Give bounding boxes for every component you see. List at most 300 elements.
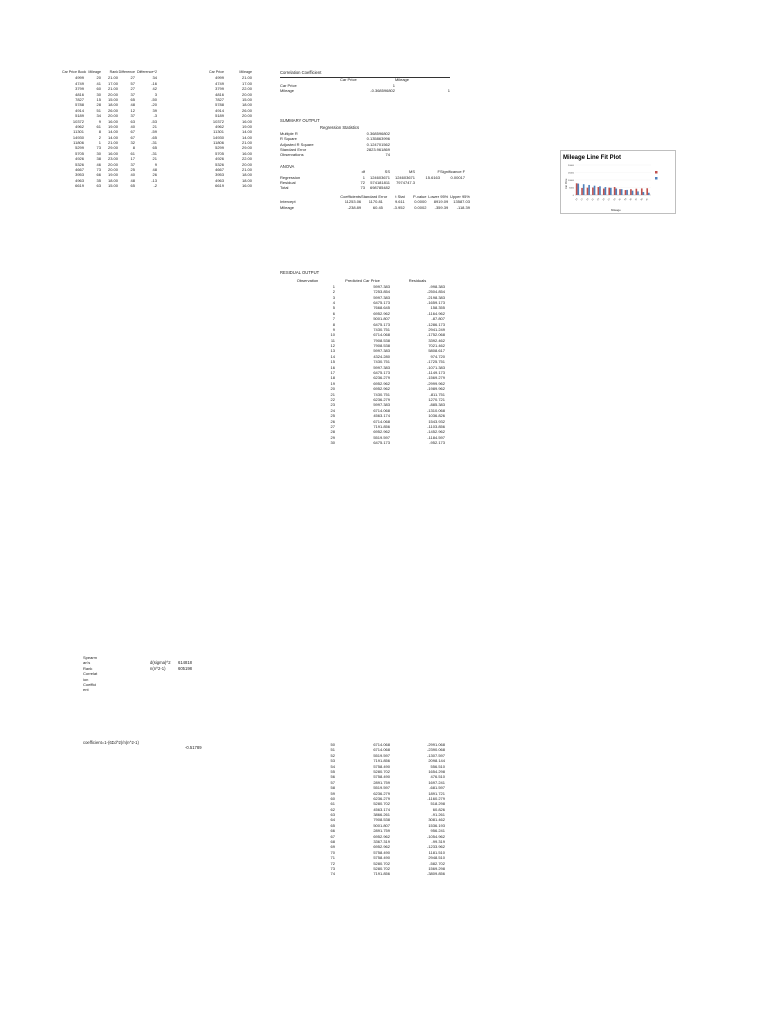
chart-y-tick-label: 20000 (567, 164, 574, 167)
residual-cell: 4 (332, 299, 335, 305)
rank-cell: 51 (96, 107, 101, 113)
residual-cell: 7191.856 (373, 423, 390, 429)
rank-cell: 40 (130, 123, 135, 129)
chart-bar (587, 188, 589, 195)
residual-cell: 7253.854 (373, 289, 390, 295)
correlation-label: Mileage (280, 88, 295, 94)
residual-cell: 6952.962 (373, 429, 390, 435)
residual-output (280, 270, 460, 446)
residual-cell: -91.261 (431, 812, 445, 818)
chart-bar (646, 188, 648, 195)
anova-cell: Total (280, 185, 289, 191)
regression-stat-label: Standard Error (280, 146, 307, 152)
chart-bars (576, 183, 650, 195)
price-mileage-cell: 15.00 (241, 96, 252, 102)
chart-x-tick-label: 37 (634, 198, 639, 202)
anova-table (280, 169, 470, 191)
price-mileage-cell: 4749 (215, 80, 224, 86)
chart-bar (626, 190, 628, 195)
rank-cell: 37 (130, 161, 135, 167)
residual-cell: 3392.462 (428, 337, 445, 343)
residual-cell: -2504.854 (426, 289, 445, 295)
residual-cell: 6952.962 (373, 386, 390, 392)
correlation-label: Car Price (280, 82, 297, 88)
correlation-row (280, 88, 450, 93)
residual-cell: -1659.173 (426, 299, 445, 305)
chart-bar (621, 189, 623, 195)
residual-cell: 6952.962 (373, 310, 390, 316)
residual-cell: 5519.597 (373, 752, 390, 758)
residual-cell: 70 (330, 849, 335, 855)
chart-y-tick-label: 5000 (569, 187, 574, 190)
rank-cell: 65 (130, 183, 135, 189)
rank-cell: 15.00 (107, 183, 118, 189)
rank-cell: 19.00 (107, 172, 118, 178)
rank-cell: 66 (96, 172, 101, 178)
residual-cell: 14 (330, 353, 335, 359)
chart-svg (561, 151, 675, 213)
residual-cell: 1891.721 (428, 790, 445, 796)
regression-stat-value: 0.135863996 (366, 136, 390, 142)
anova-cell: 574181811 (370, 179, 390, 185)
price-mileage-cell: 18.00 (241, 177, 252, 183)
residual-cell: 6236.279 (373, 397, 390, 402)
rank-cell: 4963 (75, 177, 84, 183)
rank-cell: -20 (151, 102, 157, 108)
chart-bar (588, 185, 590, 195)
residual-cell: -1071.383 (426, 364, 445, 370)
residual-cell: 4563.174 (373, 413, 390, 419)
rank-header-cell: Mileage (88, 70, 101, 74)
chart-y-tick-label: 15000 (567, 172, 574, 175)
coefficients-cell: Mileage (280, 204, 295, 210)
spearman-value: -0.51789 (185, 745, 202, 750)
chart-bar (608, 188, 610, 195)
residual-cell: 2891.759 (373, 779, 390, 785)
chart-bar (583, 184, 585, 195)
anova-cell: Regression (280, 174, 301, 180)
coefficients-header-cell: Lower 95% (428, 193, 449, 199)
residual-cell: 7430.751 (373, 391, 390, 397)
price-mileage-header-cell: Car Price (209, 70, 224, 74)
chart-x-tick-label: 21 (591, 198, 595, 202)
rank-cell: 46 (96, 161, 101, 167)
residual-cell: 26 (330, 418, 335, 424)
rank-cell: 20.00 (107, 91, 118, 97)
residual-cell: -87.807 (431, 316, 445, 322)
regression-stat-value: 0.368596802 (366, 130, 390, 136)
residual-row (280, 871, 460, 876)
rank-cell: 67 (130, 129, 135, 135)
residual-cell: 1654.298 (428, 768, 445, 774)
price-mileage-cell: 21.00 (241, 140, 252, 146)
anova-cell (390, 185, 415, 190)
chart-bar (581, 188, 583, 195)
residual-cell: 1569.298 (428, 865, 445, 871)
residual-cell: 6475.173 (373, 299, 390, 305)
summary-output (280, 118, 470, 210)
spearman-line: Coeffici (83, 682, 97, 688)
correlation-table (280, 77, 450, 93)
residual-header-cell: Observation (296, 278, 319, 284)
rank-cell: 20.00 (107, 167, 118, 173)
spearman-line: Rank (83, 665, 93, 671)
nn-value: 605198 (178, 666, 192, 671)
residual-cell: 5280.702 (373, 865, 390, 871)
residual-cell: 6952.962 (373, 844, 390, 850)
residual-cell: -1233.962 (426, 844, 445, 850)
price-mileage-cell: 14.00 (241, 129, 252, 135)
rank-cell: -31 (151, 150, 157, 156)
rank-cell: 17.00 (107, 80, 118, 86)
residual-cell: -681.597 (429, 785, 445, 791)
residual-cell: 6952.962 (373, 380, 390, 386)
residual-cell: 7908.538 (373, 337, 390, 343)
rank-cell: 65 (130, 96, 135, 102)
rank-cell: 20 (96, 75, 101, 81)
residual-cell: -2991.068 (426, 742, 445, 747)
rank-cell: 4999 (75, 75, 84, 81)
residual-cell: -1184.597 (427, 434, 445, 440)
residual-cell: 5758.490 (373, 855, 390, 861)
residual-cell: 158.355 (430, 305, 445, 311)
residual-cell: -885.383 (429, 402, 445, 408)
rank-cell: 7827 (75, 96, 84, 102)
rank-cell: 21.00 (107, 140, 118, 146)
residual-cell: 7 (332, 316, 335, 322)
residual-cell: 6714.068 (373, 742, 390, 747)
chart-bar (630, 189, 632, 195)
rank-cell: -13 (151, 177, 157, 183)
residual-cell: 16 (330, 364, 335, 370)
rank-cell: 4749 (75, 80, 84, 86)
rank-cell: 16.00 (107, 118, 118, 124)
chart-x-tick-label: 35 (629, 198, 633, 202)
residual-cell: 22 (330, 397, 335, 402)
rank-cell: 21 (152, 123, 157, 129)
chart-x-tick-label: 15 (575, 198, 579, 202)
anova-header-cell: F (437, 169, 440, 175)
rank-cell: 11806 (73, 140, 84, 146)
rank-cell: 4816 (75, 91, 84, 97)
residual-cell: 53 (330, 758, 335, 764)
residual-cell: 66 (330, 828, 335, 834)
rank-cell: 3953 (75, 172, 84, 178)
residual-cell: -998.383 (429, 283, 445, 289)
residual-title: RESIDUAL OUTPUT (280, 270, 320, 275)
rank-cell: 17 (130, 156, 135, 162)
residual-cell: 29 (330, 434, 335, 440)
residual-output-continued (280, 742, 460, 877)
rank-cell: 48 (152, 167, 157, 173)
residual-cell: 18 (330, 375, 335, 381)
price-mileage-cell: 5299 (215, 145, 224, 151)
anova-header-cell: Significance F (440, 169, 466, 175)
residual-cell: 60.826 (432, 806, 445, 812)
residual-cell: 5758.490 (373, 763, 390, 769)
residual-cell: -1054.962 (426, 833, 445, 839)
coefficients-header-cell: t Stat (395, 193, 405, 199)
residual-cell: 71 (330, 855, 335, 861)
residual-cell: 21 (330, 391, 335, 397)
spearman-line: ion (83, 676, 89, 682)
residual-cell: -1310.068 (426, 407, 445, 413)
rank-cell: 65 (152, 145, 157, 151)
chart-bar (599, 186, 601, 195)
residual-cell: 69 (330, 844, 335, 850)
chart-legend-swatch (655, 171, 658, 174)
rank-header-cell: Difference^2 (137, 70, 157, 74)
price-mileage-cell: 3953 (215, 172, 224, 178)
coefficients-cell: -238.89 (347, 204, 362, 210)
anova-cell: 15.6163 (425, 174, 440, 180)
anova-cell: 124603671 (369, 174, 390, 180)
residual-cell: -1569.279 (426, 375, 445, 381)
price-mileage-cell: 18.00 (241, 172, 252, 178)
residual-cell: 5997.383 (373, 364, 390, 370)
rank-cell: -2 (153, 183, 157, 189)
correlation-block (280, 70, 450, 94)
chart-bar (648, 193, 650, 195)
rank-cell: 38 (96, 156, 101, 162)
residual-cell: 6714.068 (373, 418, 390, 424)
coefficients-header-cell: P-value (412, 193, 427, 199)
chart-x-tick-label: 19 (586, 198, 590, 202)
residual-cell: 7908.538 (373, 817, 390, 823)
residual-cell: 30 (330, 440, 335, 446)
price-mileage-body (196, 75, 256, 188)
rank-cell: 8 (98, 129, 101, 135)
rank-cell: 6619 (75, 183, 84, 189)
residual-cell: 1036.826 (428, 413, 445, 419)
residual-cell: 55 (330, 768, 335, 774)
residual-cell: 2 (332, 289, 335, 295)
chart-bar (632, 191, 634, 195)
rank-cell: 39 (152, 107, 157, 113)
residual-cell: 2891.759 (373, 828, 390, 834)
rank-cell: 5705 (75, 150, 84, 156)
residual-cell: 74 (330, 871, 335, 877)
residual-cell: 5758.490 (373, 849, 390, 855)
residual-cell: 2098.144 (428, 758, 445, 764)
anova-cell: 72 (360, 179, 365, 185)
residual-body (280, 284, 460, 446)
rank-cell: 26 (152, 172, 157, 178)
rank-cell: 30 (96, 150, 101, 156)
d2-label: d(sigma)^2 (150, 660, 171, 665)
residual-cell: 518.298 (430, 801, 445, 807)
residual-cell: 1270.721 (428, 397, 445, 402)
chart-x-tick-label: 25 (602, 198, 606, 202)
residual-cell: 12 (330, 343, 335, 349)
residual-cell: -1452.962 (426, 429, 445, 435)
residual-cell: 10 (330, 332, 335, 338)
residual-cell: 6475.173 (373, 440, 390, 446)
residual-cell: 1543.932 (428, 418, 445, 424)
price-mileage-cell: 5705 (215, 150, 224, 156)
residual-cell: 7191.856 (373, 871, 390, 877)
rank-cell: 18.00 (107, 102, 118, 108)
residual-cell: 4563.174 (373, 806, 390, 812)
anova-header-cell: MS (409, 169, 415, 175)
residual-cell: -1752.068 (426, 332, 445, 338)
rank-cell: 14.00 (107, 129, 118, 135)
residual-cell: 3866.261 (373, 812, 390, 818)
residual-cell: -1149.173 (427, 370, 445, 376)
chart-bar (598, 187, 600, 195)
residual-cell: 17 (330, 370, 335, 376)
chart-bar (610, 188, 612, 195)
residual-cell: 50 (330, 742, 335, 747)
residual-cell: -2198.383 (426, 294, 445, 300)
rank-cell: 15 (96, 96, 101, 102)
coefficients-cell: 60.45 (372, 204, 383, 210)
rank-cell: 63 (96, 183, 101, 189)
price-mileage-cell: 22.00 (241, 86, 252, 92)
chart-title: Mileage Line Fit Plot (563, 155, 622, 161)
rank-cell: 21.00 (107, 86, 118, 92)
correlation-value: 1 (447, 88, 450, 94)
price-mileage-cell: 5326 (215, 161, 224, 167)
chart-bar (603, 189, 605, 195)
residual-cell: 7191.856 (373, 758, 390, 764)
price-mileage-cell: 4914 (215, 107, 224, 113)
residual-cell: 7430.751 (373, 326, 390, 332)
rank-cell: 73 (96, 145, 101, 151)
residual-cell: 6236.279 (373, 790, 390, 796)
line-fit-chart (560, 150, 676, 214)
rank-cell: -50 (151, 96, 157, 102)
residual-cell: 5280.702 (373, 801, 390, 807)
residual-cell: 5001.807 (373, 822, 390, 828)
chart-axes (568, 165, 651, 202)
residual-cell: -2999.962 (426, 380, 445, 386)
rank-cell: 73 (96, 167, 101, 173)
residual-cell: 3 (332, 294, 335, 300)
anova-cell: 698785482 (369, 185, 390, 191)
regression-stat-value: 2823.961869 (366, 146, 390, 152)
rank-cell: 5299 (75, 145, 84, 151)
rank-cell: 4667 (75, 167, 84, 173)
spearman-line: Spearm (83, 655, 98, 660)
coefficients-cell: 0.0002 (414, 204, 427, 210)
price-mileage-cell: 11301 (213, 129, 224, 135)
rank-cell: 28 (96, 102, 101, 108)
residual-cell: -2390.068 (426, 747, 445, 753)
chart-bar (641, 188, 643, 195)
spearman-formula: coefficient=1-(6Σd^2)/n(n^2-1) (83, 740, 139, 745)
residual-cell: 58 (330, 785, 335, 791)
chart-x-tick-label: 33 (624, 198, 628, 202)
residual-cell: 5 (332, 305, 335, 311)
rank-cell: 19.00 (107, 123, 118, 129)
coefficients-cell: 0.0000 (414, 199, 427, 205)
coefficients-cell: 1170.81 (368, 199, 383, 205)
residual-cell: 6236.279 (373, 795, 390, 801)
anova-cell: 73 (360, 185, 365, 191)
rank-cell: 23.00 (107, 156, 118, 162)
price-mileage-cell: 20.00 (241, 91, 252, 97)
anova-header-cell: SS (384, 169, 390, 175)
rank-cell: 8 (132, 145, 135, 151)
rank-cell: 4914 (75, 107, 84, 113)
rank-cell: 5788 (75, 102, 84, 108)
residual-cell: 6714.068 (373, 332, 390, 338)
coefficients-header-cell: Upper 95% (449, 193, 470, 199)
residual-cell: 23 (330, 402, 335, 408)
chart-x-tick-label: 17 (580, 198, 584, 202)
chart-bar (605, 187, 607, 195)
rank-cell: 40 (130, 172, 135, 178)
coefficients-cell: -118.39 (456, 204, 470, 210)
rank-cell: 2 (98, 134, 101, 140)
chart-ylabel: Car Price (565, 178, 568, 189)
correlation-header-cell: Mileage (395, 77, 410, 83)
price-mileage-cell: 4667 (215, 167, 224, 173)
residual-cell: 59 (330, 790, 335, 796)
correlation-title: Correlation Coefficient (280, 70, 322, 75)
price-mileage-cell: 14.00 (241, 134, 252, 140)
anova-cell (415, 185, 440, 190)
residual-cell: -1989.962 (426, 386, 445, 392)
regression-stat-row (280, 152, 470, 157)
price-mileage-cell: 21.00 (241, 75, 252, 81)
regression-stat-label: Multiple R (280, 130, 298, 136)
residual-cell: 6236.279 (373, 375, 390, 381)
rank-cell: -16 (151, 80, 157, 86)
rank-header-cell: Rank (109, 70, 118, 74)
residual-body-continued (280, 742, 460, 877)
residual-cell: 27 (330, 423, 335, 429)
rank-cell: 32 (130, 140, 135, 146)
residual-cell: -1307.597 (426, 752, 445, 758)
residual-cell: 5519.597 (373, 434, 390, 440)
residual-cell: -1725.751 (426, 359, 445, 365)
residual-cell: 1181.510 (428, 849, 445, 855)
rank-cell: 63 (130, 118, 135, 124)
residual-cell: 7668.645 (373, 305, 390, 311)
residual-cell: 6952.962 (373, 833, 390, 839)
anova-cell: 7974747.3 (396, 179, 415, 185)
residual-cell: 6475.173 (373, 321, 390, 327)
coefficients-header-cell: Coefficients (340, 193, 362, 199)
coefficients-cell: 11253.06 (344, 199, 362, 205)
residual-cell: 67 (330, 833, 335, 839)
residual-cell: 25 (330, 413, 335, 419)
residual-cell: 60 (330, 795, 335, 801)
rank-cell: 37 (130, 113, 135, 119)
summary-title: SUMMARY OUTPUT (280, 118, 320, 123)
price-mileage-cell: 4999 (215, 75, 224, 81)
coefficients-cell: 9.611 (394, 199, 405, 205)
residual-cell: 5997.383 (373, 402, 390, 408)
price-mileage-cell: 4963 (215, 177, 224, 183)
residual-cell: 57 (330, 779, 335, 785)
residual-cell: 556.510 (430, 763, 445, 769)
residual-cell: 5808.617 (428, 348, 445, 354)
coefficients-cell: 8919.09 (433, 199, 449, 205)
chart-legend (655, 171, 658, 180)
residual-cell: 62 (330, 806, 335, 812)
coefficients-cell: -3.952 (393, 204, 405, 210)
residual-cell: 5280.702 (373, 768, 390, 774)
regression-stat-label: R Square (280, 136, 297, 142)
residual-cell: 3367.319 (373, 839, 390, 845)
rank-cell: 20.00 (107, 113, 118, 119)
rank-cell: 1 (98, 140, 101, 146)
price-mileage-cell: 4926 (215, 156, 224, 162)
coefficients-cell: Intercept (280, 199, 296, 205)
